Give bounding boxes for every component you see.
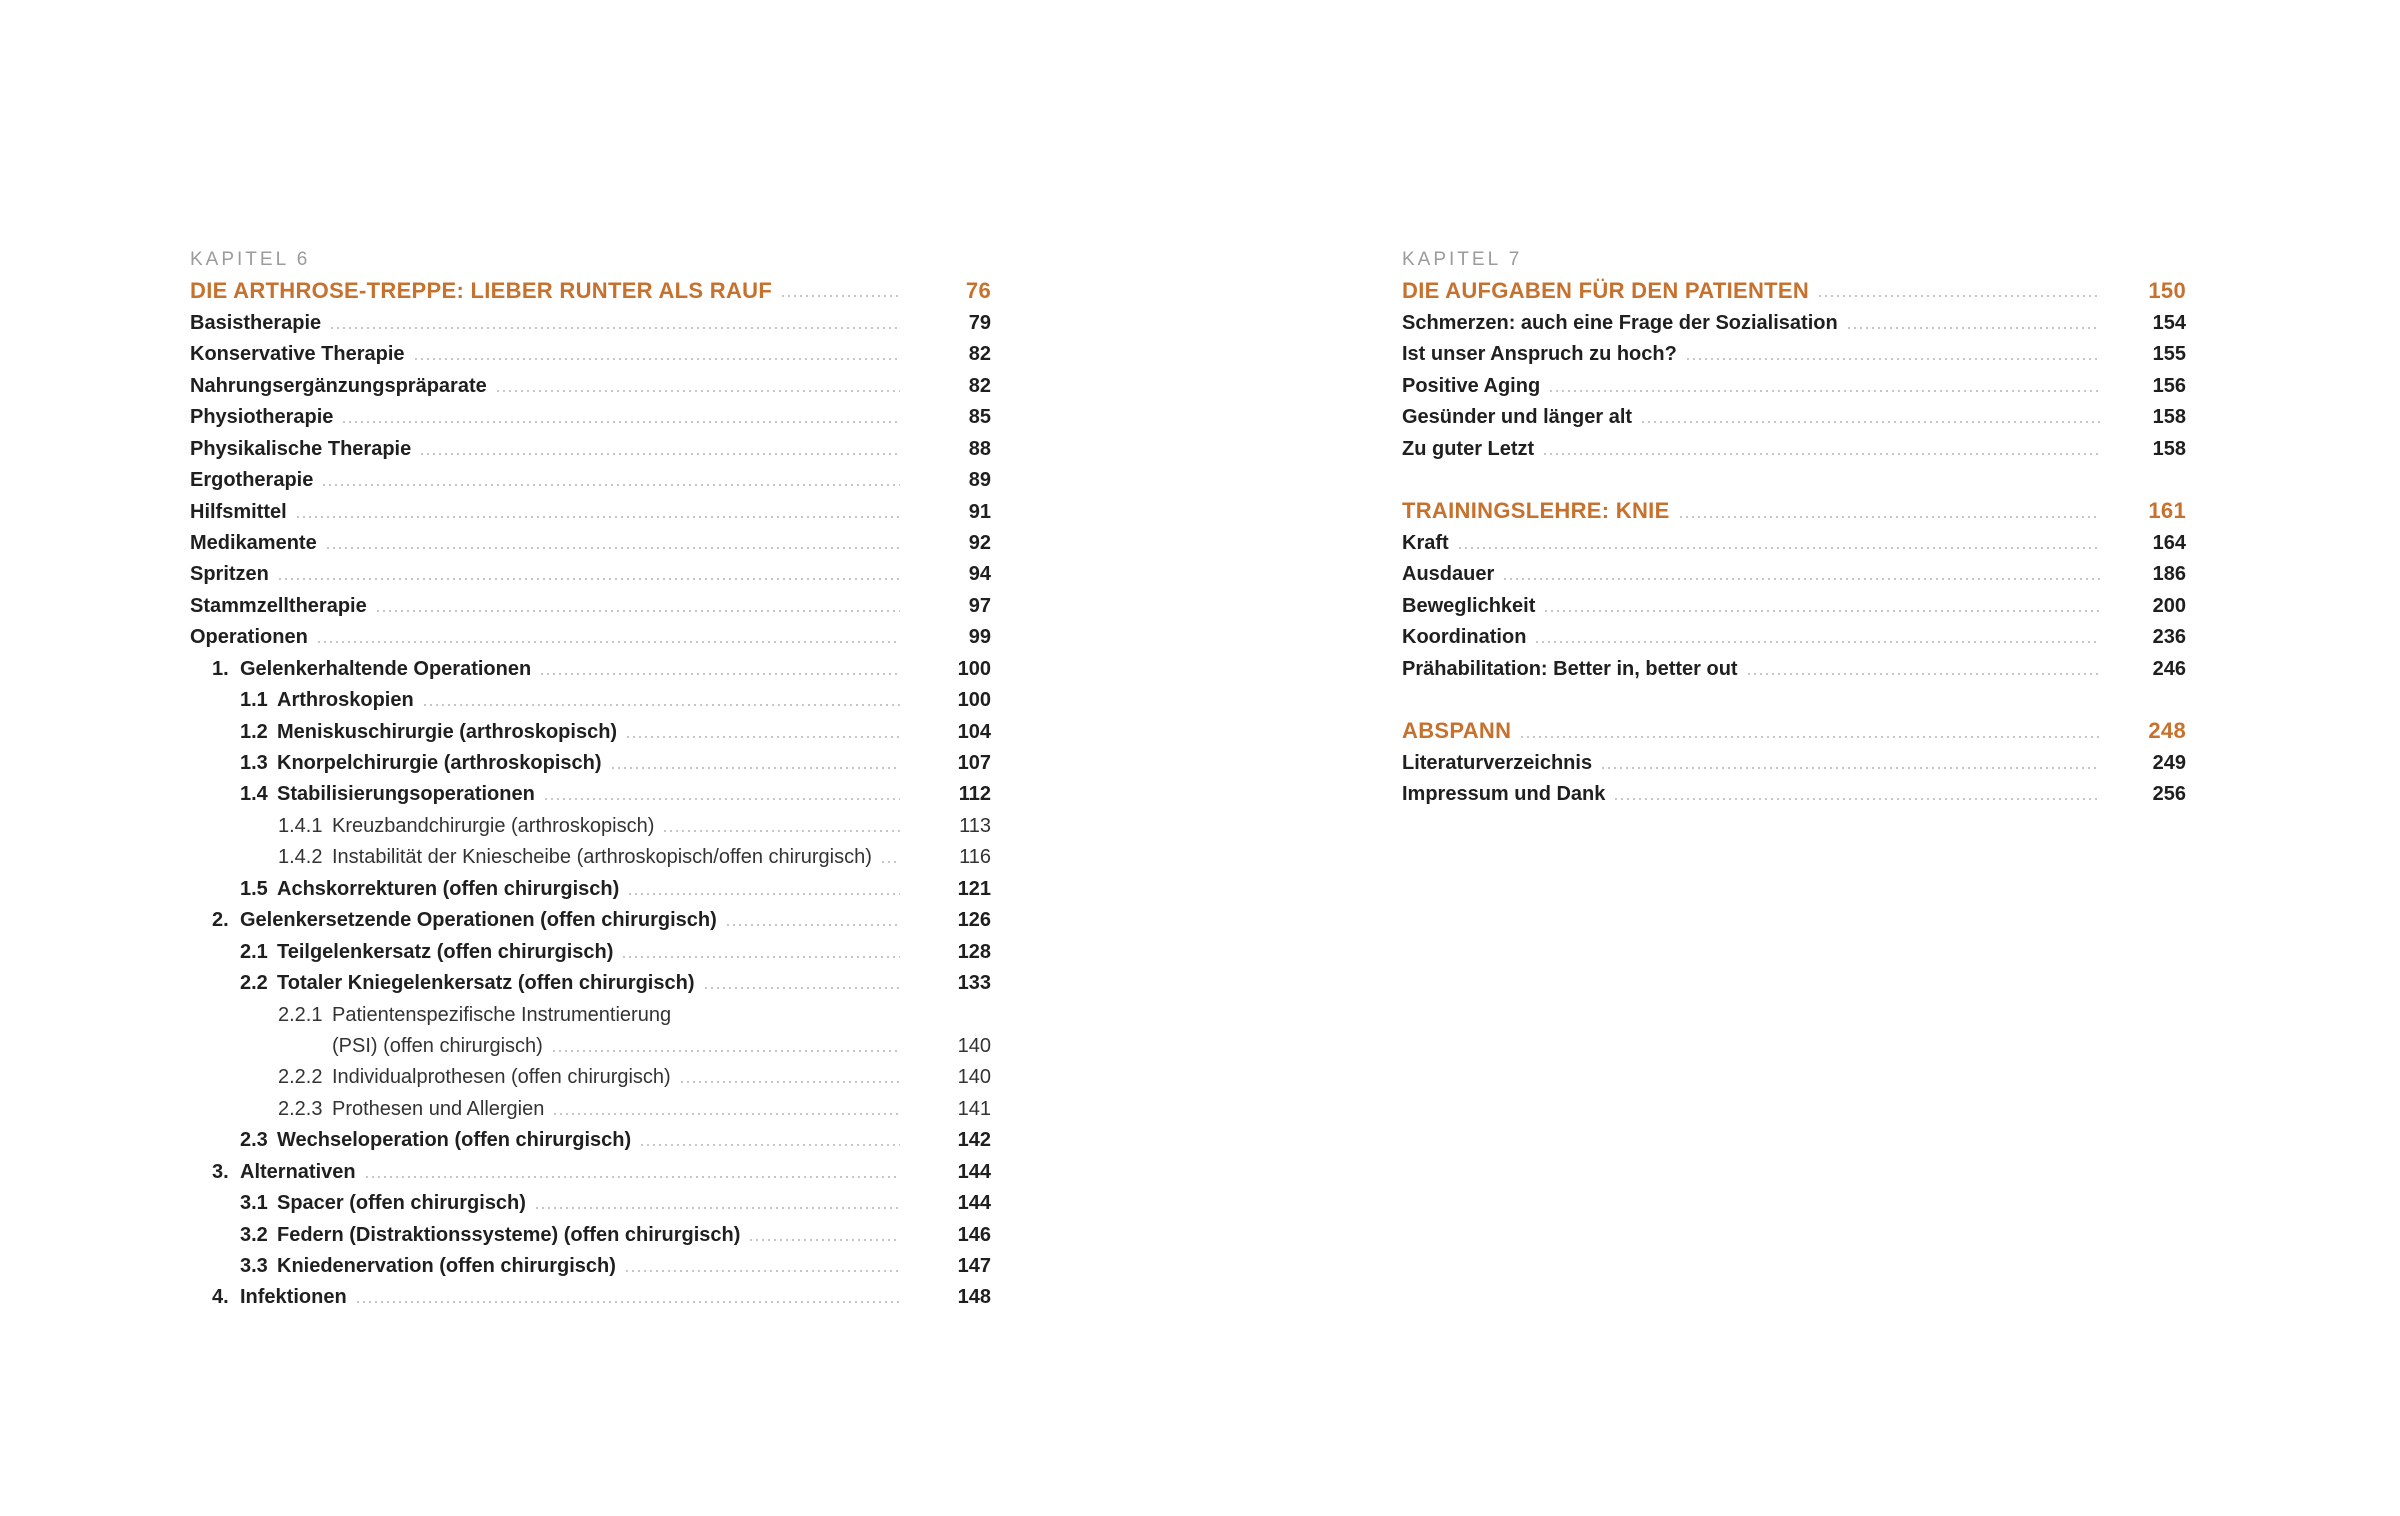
entry-title: Knorpelchirurgie (arthroskopisch) [277,752,602,774]
toc-entry-row [190,557,991,588]
toc-entry-row [190,777,991,808]
entry-number-prefix: 1.4.2 [278,846,323,869]
dot-leader [705,987,901,989]
toc-entry-row [190,683,991,714]
page-number: 121 [957,877,991,900]
dot-leader [497,390,900,392]
page-number: 100 [957,689,991,712]
toc-left-rows [190,274,991,1311]
dot-leader [366,1176,900,1178]
page-number: 246 [2152,657,2186,680]
toc-entry-row [1402,400,2186,431]
toc-entry-row [190,463,991,494]
dot-leader [1848,327,2100,329]
entry-title: Ergotherapie [190,469,314,492]
page-number: 150 [2148,278,2186,304]
dot-leader [1642,421,2100,423]
toc-entry-row [1402,620,2186,651]
entry-number-prefix: 2. [212,909,229,932]
page-number: 100 [957,657,991,680]
page-number: 128 [957,940,991,963]
dot-leader [1545,610,2100,612]
entry-title: Stabilisierungsoperationen [277,783,535,806]
toc-entry-row [190,431,991,462]
toc-entry-row [190,840,991,871]
dot-leader [1544,453,2100,455]
dot-leader [1521,736,2100,738]
dot-leader [327,547,900,549]
dot-leader [750,1239,900,1241]
toc-entry-row [190,1091,991,1122]
toc-entry-row [190,651,991,682]
toc-entry-row [1402,651,2186,682]
entry-number-prefix: 1.2 [240,720,268,743]
page-number: 144 [957,1192,991,1215]
page-number: 248 [2148,718,2186,744]
page-number: 79 [968,311,991,334]
entry-title: Wechseloperation (offen chirurgisch) [277,1129,632,1152]
toc-entry-row [1402,526,2186,557]
page-number: 186 [2152,563,2186,586]
page-number: 126 [957,909,991,932]
dot-leader [331,327,900,329]
dot-leader [424,704,900,706]
entry-number-prefix: 3. [212,1160,229,1183]
dot-leader [641,1144,900,1146]
entry-title: Patientenspezifische Instrumentierung [332,1003,672,1026]
entry-title: Stammzelltherapie [190,594,367,617]
entry-number-prefix: 2.2 [240,972,268,995]
toc-entry-row [190,1029,991,1060]
toc-entry-row [190,1280,991,1311]
page-number: 112 [958,783,991,806]
toc-entry-row [190,400,991,431]
entry-title: Federn (Distraktionssysteme) (offen chirurgisch) [277,1223,741,1246]
page-number: 148 [957,1286,991,1309]
page-number: 142 [957,1129,991,1152]
dot-leader [553,1050,900,1052]
toc-entry-row [190,934,991,965]
page-number: 200 [2152,594,2186,617]
page-number: 88 [968,437,991,460]
entry-number-prefix: 2.3 [240,1129,268,1152]
page-number: 147 [957,1255,991,1277]
entry-number-prefix: 1.3 [240,752,268,774]
entry-title: Medikamente [190,531,317,554]
entry-title: Literaturverzeichnis [1402,752,1593,774]
page-number: 155 [2152,343,2186,366]
kapitel-label: KAPITEL 7 [1402,249,1523,270]
entry-title: Arthroskopien [277,689,414,712]
toc-section-abspann [1402,714,2186,808]
toc-entry-row [190,1186,991,1217]
page-number: 256 [2152,783,2186,806]
toc-entry-row [1402,431,2186,462]
entry-number-prefix: 3.1 [240,1192,268,1215]
entry-title: Physikalische Therapie [190,437,412,460]
dot-leader [1602,767,2100,769]
entry-title: Kraft [1402,531,1449,554]
toc-entry-row [1402,588,2186,619]
dot-leader [377,610,900,612]
dot-leader [727,924,900,926]
page-number: 144 [957,1160,991,1183]
entry-title: Spacer (offen chirurgisch) [277,1192,526,1215]
toc-right-column [1402,240,2186,808]
dot-leader [782,295,900,297]
dot-leader [1459,547,2100,549]
page-number: 249 [2152,752,2186,774]
toc-entry-row [1402,746,2186,777]
chapter-title: ABSPANN [1402,718,1512,744]
page-number: 92 [968,531,991,554]
page-number: 89 [968,469,991,492]
page-number: 116 [959,846,991,869]
page-number: 140 [957,1034,991,1057]
dot-leader [681,1081,900,1083]
page-number: 85 [968,406,991,429]
entry-number-prefix: 1. [212,657,229,680]
entry-number-prefix: 4. [212,1286,229,1309]
toc-entry-row [190,746,991,777]
entry-number-prefix: 1.1 [240,689,268,712]
entry-title: Positive Aging [1402,374,1541,397]
dot-leader [1748,673,2100,675]
entry-title: Totaler Kniegelenkersatz (offen chirurgisch) [277,972,695,995]
dot-leader [318,641,900,643]
toc-entry-row [190,1123,991,1154]
entry-number-prefix: 1.4.1 [278,814,323,837]
page-number: 82 [968,343,991,366]
dot-leader [1687,358,2100,360]
page-number: 146 [957,1223,991,1246]
toc-entry-row [190,337,991,368]
page-number: 107 [957,752,991,774]
dot-leader [664,830,900,832]
page-number: 161 [2148,498,2186,524]
entry-title: Physiotherapie [190,406,334,429]
dot-leader [536,1207,900,1209]
entry-title: Kreuzbandchirurgie (arthroskopisch) [332,814,655,837]
dot-leader [279,578,900,580]
entry-title: Zu guter Letzt [1402,437,1535,460]
dot-leader [415,358,900,360]
page-number: 104 [957,720,991,743]
entry-title: Spritzen [190,563,269,586]
page-number: 158 [2152,437,2186,460]
dot-leader [1504,578,2100,580]
dot-leader [421,453,900,455]
page-number: 141 [957,1097,991,1120]
dot-leader [1680,516,2100,518]
dot-leader [297,516,900,518]
dot-leader [1536,641,2100,643]
toc-heading-row [1402,714,2186,745]
kapitel-label: KAPITEL 6 [190,249,311,270]
entry-title: Prothesen und Allergien [332,1097,545,1120]
page-number: 140 [957,1066,991,1089]
entry-title: Teilgelenkersatz (offen chirurgisch) [277,940,614,963]
page-number: 154 [2152,311,2186,334]
entry-title: Prähabilitation: Better in, better out [1402,657,1738,680]
toc-entry-row [190,1249,991,1280]
entry-title: Gelenkersetzende Operationen (offen chirurgisch) [240,909,717,932]
toc-entry-row [1402,368,2186,399]
toc-entry-row [190,714,991,745]
dot-leader [343,421,900,423]
page-number: 82 [968,374,991,397]
entry-title: Kniedenervation (offen chirurgisch) [277,1255,616,1277]
dot-leader [623,956,900,958]
entry-title: Individualprothesen (offen chirurgisch) [332,1066,671,1089]
entry-number-prefix: 2.1 [240,940,268,963]
toc-entry-row [190,526,991,557]
toc-heading-row [1402,494,2186,525]
chapter-title: DIE AUFGABEN FÜR DEN PATIENTEN [1402,278,1810,304]
toc-section-trainingslehre-knie [1402,494,2186,683]
entry-title: Nahrungsergänzungspräparate [190,374,487,397]
toc-right-rows [1402,274,2186,808]
entry-title: Konservative Therapie [190,343,405,366]
toc-section-die-aufgaben-fuer-den-patienten [1402,274,2186,463]
section-spacer [1402,463,2186,494]
toc-entry-row [190,1154,991,1185]
section-spacer [1402,683,2186,714]
toc-left-column [190,240,991,1311]
entry-number-prefix: 2.2.3 [278,1097,323,1120]
entry-title: Ausdauer [1402,563,1495,586]
entry-title: Infektionen [240,1286,347,1309]
page-number: 236 [2152,626,2186,649]
entry-number-prefix: 3.3 [240,1255,268,1277]
entry-title: Instabilität der Kniescheibe (arthroskopisch/offen chirurgisch) [332,846,872,869]
entry-title: Gelenkerhaltende Operationen [240,657,532,680]
chapter-title: TRAININGSLEHRE: KNIE [1402,498,1670,524]
page-number: 99 [968,626,991,649]
dot-leader [1819,295,2100,297]
page-number: 94 [968,563,991,586]
page-number: 156 [2152,374,2186,397]
toc-entry-row [190,871,991,902]
toc-entry-row [190,903,991,934]
entry-title: Achskorrekturen (offen chirurgisch) [277,877,620,900]
entry-title: Operationen [190,626,308,649]
entry-title: Beweglichkeit [1402,594,1536,617]
entry-number-prefix: 3.2 [240,1223,268,1246]
toc-entry-row [190,1217,991,1248]
entry-title: Basistherapie [190,311,322,334]
dot-leader [541,673,900,675]
entry-title: Alternativen [240,1160,356,1183]
page-number: 91 [968,500,991,523]
toc-entry-row [190,494,991,525]
toc-entry-row [190,808,991,839]
dot-leader [554,1113,900,1115]
dot-leader [1550,390,2100,392]
page-number: 97 [968,594,991,617]
toc-entry-row [190,368,991,399]
toc-entry-row [190,1060,991,1091]
entry-title: (PSI) (offen chirurgisch) [332,1034,543,1057]
toc-entry-row [190,620,991,651]
entry-title: Meniskuschirurgie (arthroskopisch) [277,720,618,743]
toc-entry-row [1402,557,2186,588]
entry-title: Gesünder und länger alt [1402,406,1633,429]
entry-number-prefix: 2.2.1 [278,1003,323,1026]
entry-number-prefix: 1.5 [240,877,268,900]
entry-title: Impressum und Dank [1402,783,1606,806]
dot-leader [323,484,900,486]
chapter-title: DIE ARTHROSE-TREPPE: LIEBER RUNTER ALS RAUF [190,278,773,304]
toc-entry-row [1402,337,2186,368]
dot-leader [629,893,900,895]
page-number: 164 [2152,531,2186,554]
page-number: 113 [959,814,991,837]
entry-title: Ist unser Anspruch zu hoch? [1402,343,1677,366]
entry-number-prefix: 1.4 [240,783,268,806]
page-number: 133 [957,972,991,995]
toc-heading-row [1402,274,2186,305]
entry-title: Koordination [1402,626,1527,649]
toc-heading-row [190,274,991,305]
toc-entry-row [1402,305,2186,336]
toc-entry-row [1402,777,2186,808]
dot-leader [1615,798,2100,800]
dot-leader [627,736,900,738]
dot-leader [626,1270,900,1272]
dot-leader [882,861,900,863]
toc-entry-row [190,966,991,997]
page-number: 76 [965,278,991,304]
dot-leader [612,767,901,769]
entry-title: Hilfsmittel [190,500,287,523]
toc-entry-row [190,588,991,619]
entry-title: Schmerzen: auch eine Frage der Sozialisation [1402,311,1838,334]
dot-leader [357,1301,900,1303]
dot-leader [545,798,900,800]
toc-entry-row [190,997,991,1028]
toc-entry-row [190,305,991,336]
entry-number-prefix: 2.2.2 [278,1066,323,1089]
page-number: 158 [2152,406,2186,429]
